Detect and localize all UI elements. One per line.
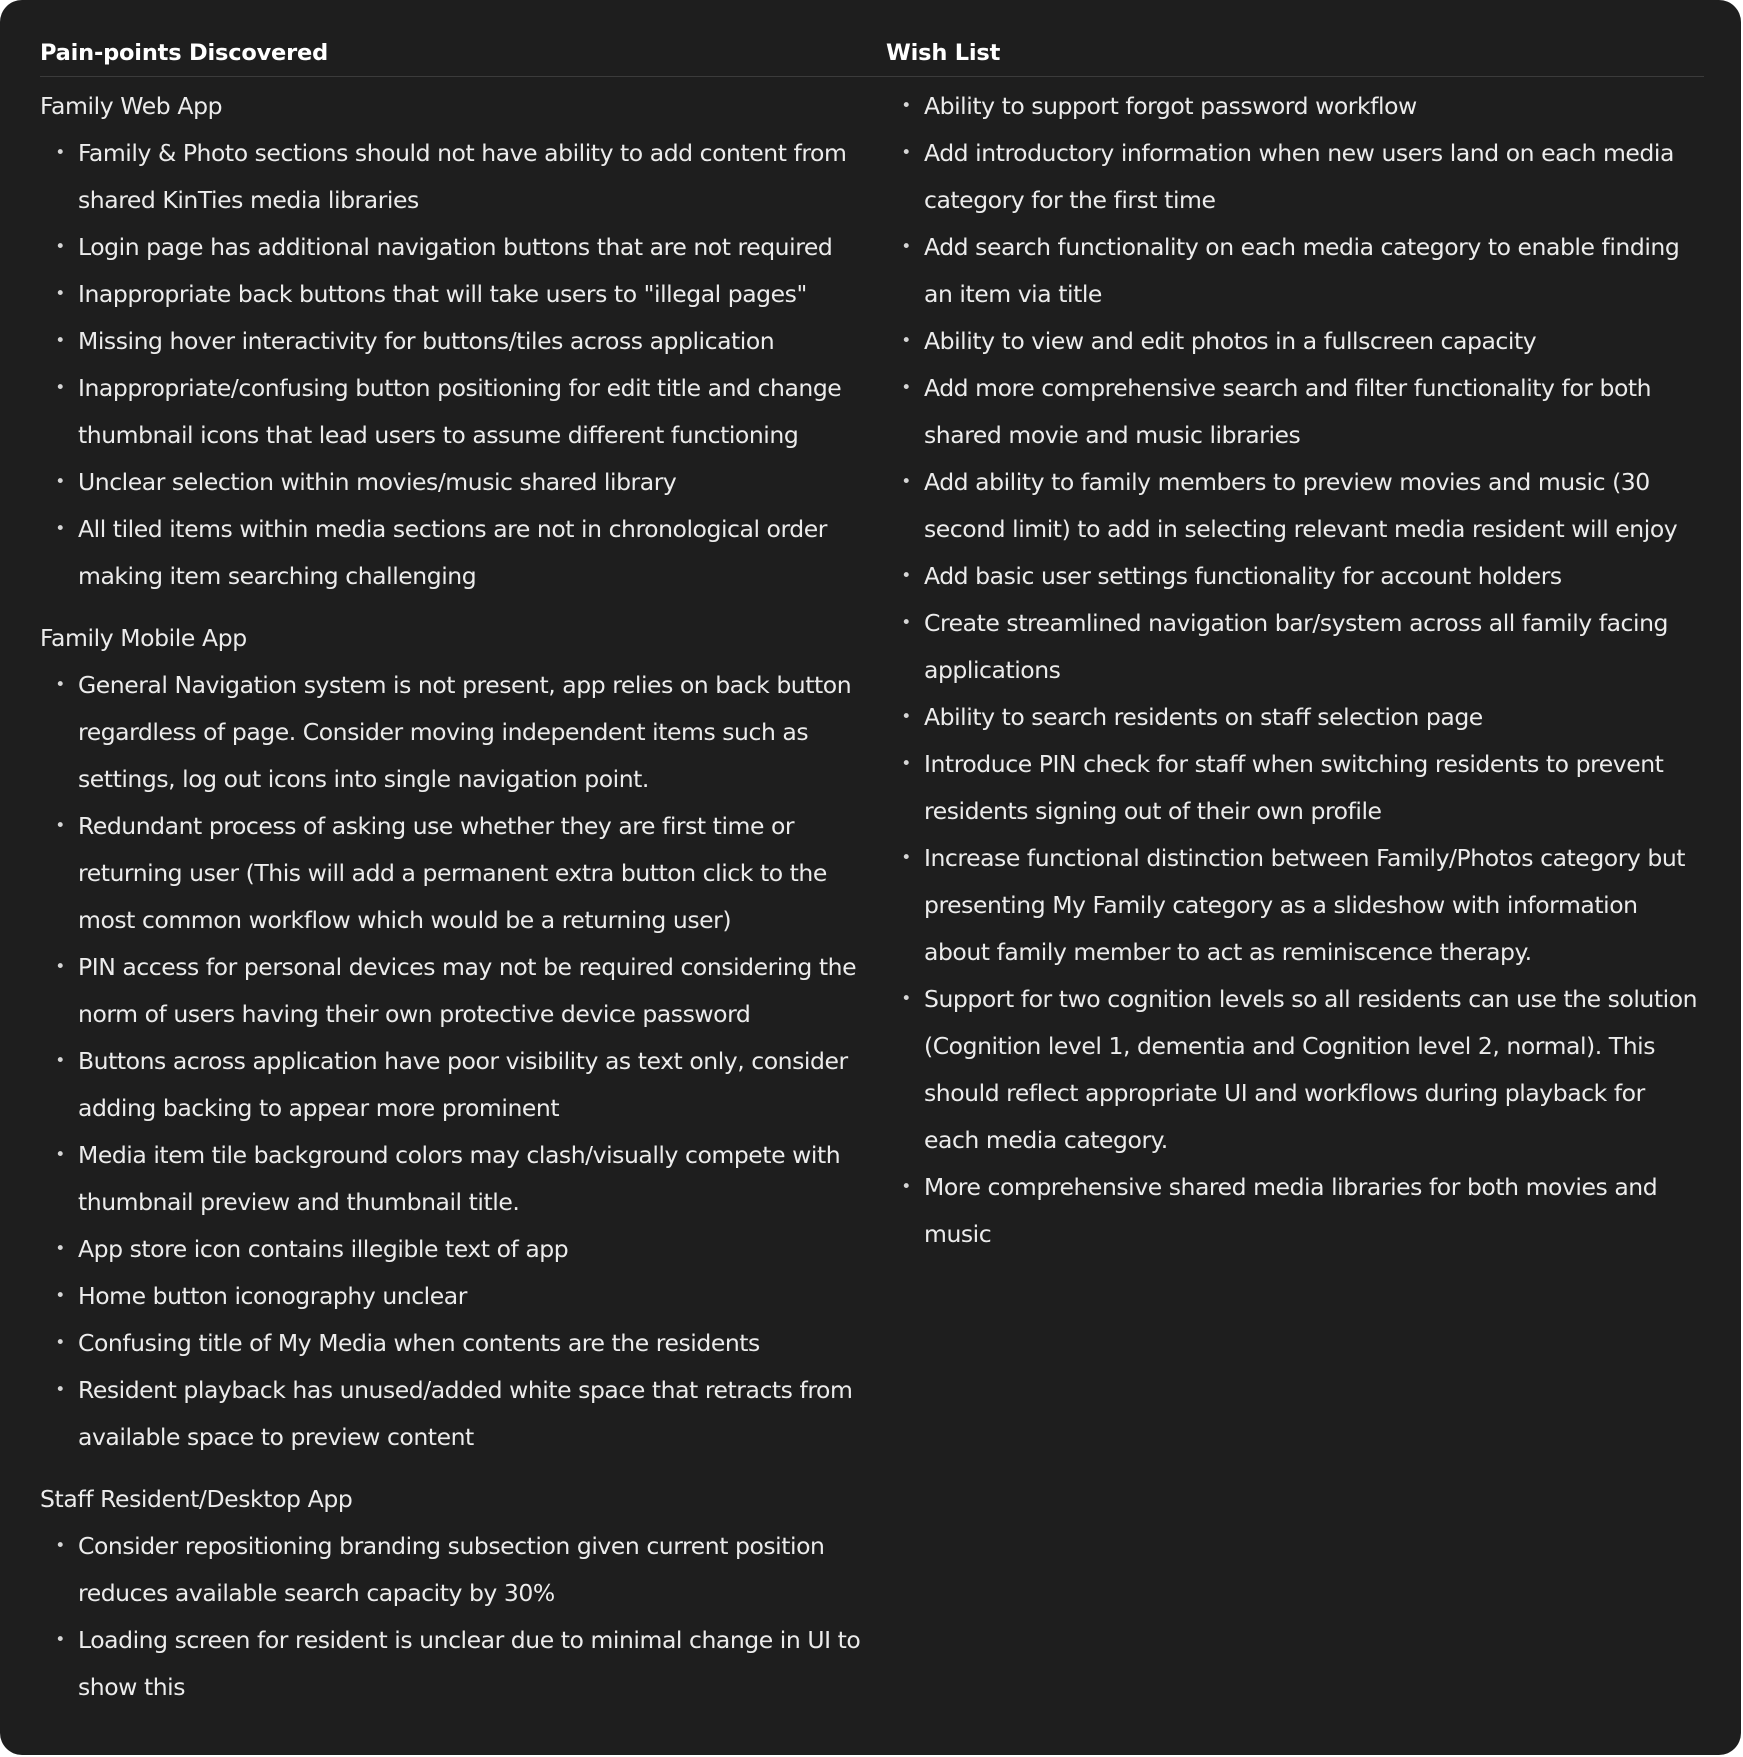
wish-list (886, 83, 1704, 1258)
wish-list-column (886, 38, 1704, 1258)
bullet-icon: • (55, 237, 65, 257)
list-item (40, 662, 886, 803)
list-item-text: PIN access for personal devices may not be required considering the norm of users having their own protective device password (78, 953, 857, 1028)
list-item-text: Unclear selection within movies/music shared library (78, 468, 677, 496)
bullet-icon: • (55, 1536, 65, 1556)
list-item-text: All tiled items within media sections are not in chronological order making item searching challenging (78, 515, 827, 590)
list-item (886, 835, 1704, 976)
bullet-icon: • (55, 519, 65, 539)
list-item (886, 600, 1704, 694)
list-item-text: Add more comprehensive search and filter functionality for both shared movie and music libraries (924, 374, 1652, 449)
list-item-text: Add ability to family members to preview movies and music (30 second limit) to add in selecting relevant media resident will enjoy (924, 468, 1678, 543)
list-item-text: Create streamlined navigation bar/system across all family facing applications (924, 609, 1668, 684)
list-item-text: Resident playback has unused/added white space that retracts from available space to preview content (78, 1376, 853, 1451)
bullet-icon: • (55, 957, 65, 977)
list-item (40, 130, 886, 224)
list-item (886, 83, 1704, 130)
list-item (40, 271, 886, 318)
list-item-text: General Navigation system is not present, app relies on back button regardless of page. Consider moving independent items such as settings, log out icons into single navigation point. (78, 671, 852, 793)
list-item-text: Redundant process of asking use whether they are first time or returning user (This will add a permanent extra button click to the most common workflow which would be a returning user) (78, 812, 827, 934)
bullet-icon: • (901, 331, 911, 351)
section-list (40, 130, 886, 600)
list-item-text: Add introductory information when new users land on each media category for the first time (924, 139, 1674, 214)
list-item-text: Support for two cognition levels so all residents can use the solution (Cognition level 1, dementia and Cognition level 2, normal). This should reflect appropriate UI and workflows during playback for each media category. (924, 985, 1698, 1154)
pain-points-section (40, 615, 886, 1461)
bullet-icon: • (55, 472, 65, 492)
bullet-icon: • (55, 1145, 65, 1165)
bullet-icon: • (55, 816, 65, 836)
bullet-icon: • (901, 96, 911, 116)
bullet-icon: • (901, 754, 911, 774)
list-item (40, 318, 886, 365)
section-title: Family Web App (40, 92, 223, 120)
list-item (40, 1523, 886, 1617)
list-item-text: Inappropriate back buttons that will take users to "illegal pages" (78, 280, 807, 308)
list-item (40, 365, 886, 459)
list-item-text: Family & Photo sections should not have ability to add content from shared KinTies media libraries (78, 139, 847, 214)
bullet-icon: • (55, 675, 65, 695)
list-item-text: Ability to support forgot password workflow (924, 92, 1417, 120)
list-item (40, 1273, 886, 1320)
list-item (886, 318, 1704, 365)
bullet-icon: • (55, 1333, 65, 1353)
wish-list-header: Wish List (886, 38, 1704, 77)
list-item (40, 1617, 886, 1711)
bullet-icon: • (901, 707, 911, 727)
list-item-text: App store icon contains illegible text of app (78, 1235, 569, 1263)
bullet-icon: • (901, 143, 911, 163)
bullet-icon: • (901, 378, 911, 398)
list-item (40, 1367, 886, 1461)
section-list (40, 1523, 886, 1711)
list-item-text: Consider repositioning branding subsection given current position reduces available search capacity by 30% (78, 1532, 825, 1607)
bullet-icon: • (901, 1177, 911, 1197)
list-item-text: Increase functional distinction between Family/Photos category but presenting My Family category as a slideshow with information about family member to act as reminiscence therapy. (924, 844, 1686, 966)
pain-points-section (40, 83, 886, 600)
list-item-text: Introduce PIN check for staff when switching residents to prevent residents signing out of their own profile (924, 750, 1664, 825)
pain-points-sections (40, 83, 886, 1711)
list-item-text: Login page has additional navigation buttons that are not required (78, 233, 833, 261)
list-item-text: Confusing title of My Media when contents are the residents (78, 1329, 760, 1357)
list-item (886, 553, 1704, 600)
list-item (886, 365, 1704, 459)
section-list (40, 662, 886, 1461)
section-title: Family Mobile App (40, 624, 247, 652)
bullet-icon: • (901, 472, 911, 492)
bullet-icon: • (55, 378, 65, 398)
bullet-icon: • (901, 989, 911, 1009)
list-item (40, 224, 886, 271)
bullet-icon: • (55, 1380, 65, 1400)
bullet-icon: • (901, 613, 911, 633)
list-item (886, 976, 1704, 1164)
list-item-text: More comprehensive shared media libraries for both movies and music (924, 1173, 1658, 1248)
list-item (40, 1226, 886, 1273)
bullet-icon: • (901, 566, 911, 586)
list-item-text: Ability to search residents on staff selection page (924, 703, 1483, 731)
list-item-text: Home button iconography unclear (78, 1282, 467, 1310)
bullet-icon: • (55, 1286, 65, 1306)
list-item (40, 944, 886, 1038)
list-item-text: Add basic user settings functionality for account holders (924, 562, 1562, 590)
list-item-text: Loading screen for resident is unclear due to minimal change in UI to show this (78, 1626, 861, 1701)
list-item (40, 506, 886, 600)
list-item (886, 224, 1704, 318)
bullet-icon: • (55, 1051, 65, 1071)
list-item (886, 694, 1704, 741)
list-item (40, 1038, 886, 1132)
list-item (886, 130, 1704, 224)
bullet-icon: • (55, 331, 65, 351)
list-item-text: Media item tile background colors may clash/visually compete with thumbnail preview and thumbnail title. (78, 1141, 841, 1216)
bullet-icon: • (901, 237, 911, 257)
list-item (40, 459, 886, 506)
section-title: Staff Resident/Desktop App (40, 1485, 353, 1513)
bullet-icon: • (55, 143, 65, 163)
list-item-text: Add search functionality on each media category to enable finding an item via title (924, 233, 1680, 308)
list-item-text: Ability to view and edit photos in a fullscreen capacity (924, 327, 1537, 355)
pain-points-header: Pain-points Discovered (40, 38, 886, 77)
bullet-icon: • (901, 848, 911, 868)
pain-points-column (40, 38, 886, 1726)
list-item (40, 1132, 886, 1226)
bullet-icon: • (55, 1239, 65, 1259)
list-item (886, 1164, 1704, 1258)
list-item (40, 1320, 886, 1367)
list-item (886, 741, 1704, 835)
bullet-icon: • (55, 1630, 65, 1650)
list-item-text: Missing hover interactivity for buttons/tiles across application (78, 327, 775, 355)
list-item (40, 803, 886, 944)
list-item (886, 459, 1704, 553)
bullet-icon: • (55, 284, 65, 304)
list-item-text: Buttons across application have poor visibility as text only, consider adding backing to appear more prominent (78, 1047, 848, 1122)
list-item-text: Inappropriate/confusing button positioning for edit title and change thumbnail icons that lead users to assume different functioning (78, 374, 842, 449)
pain-points-section (40, 1476, 886, 1711)
